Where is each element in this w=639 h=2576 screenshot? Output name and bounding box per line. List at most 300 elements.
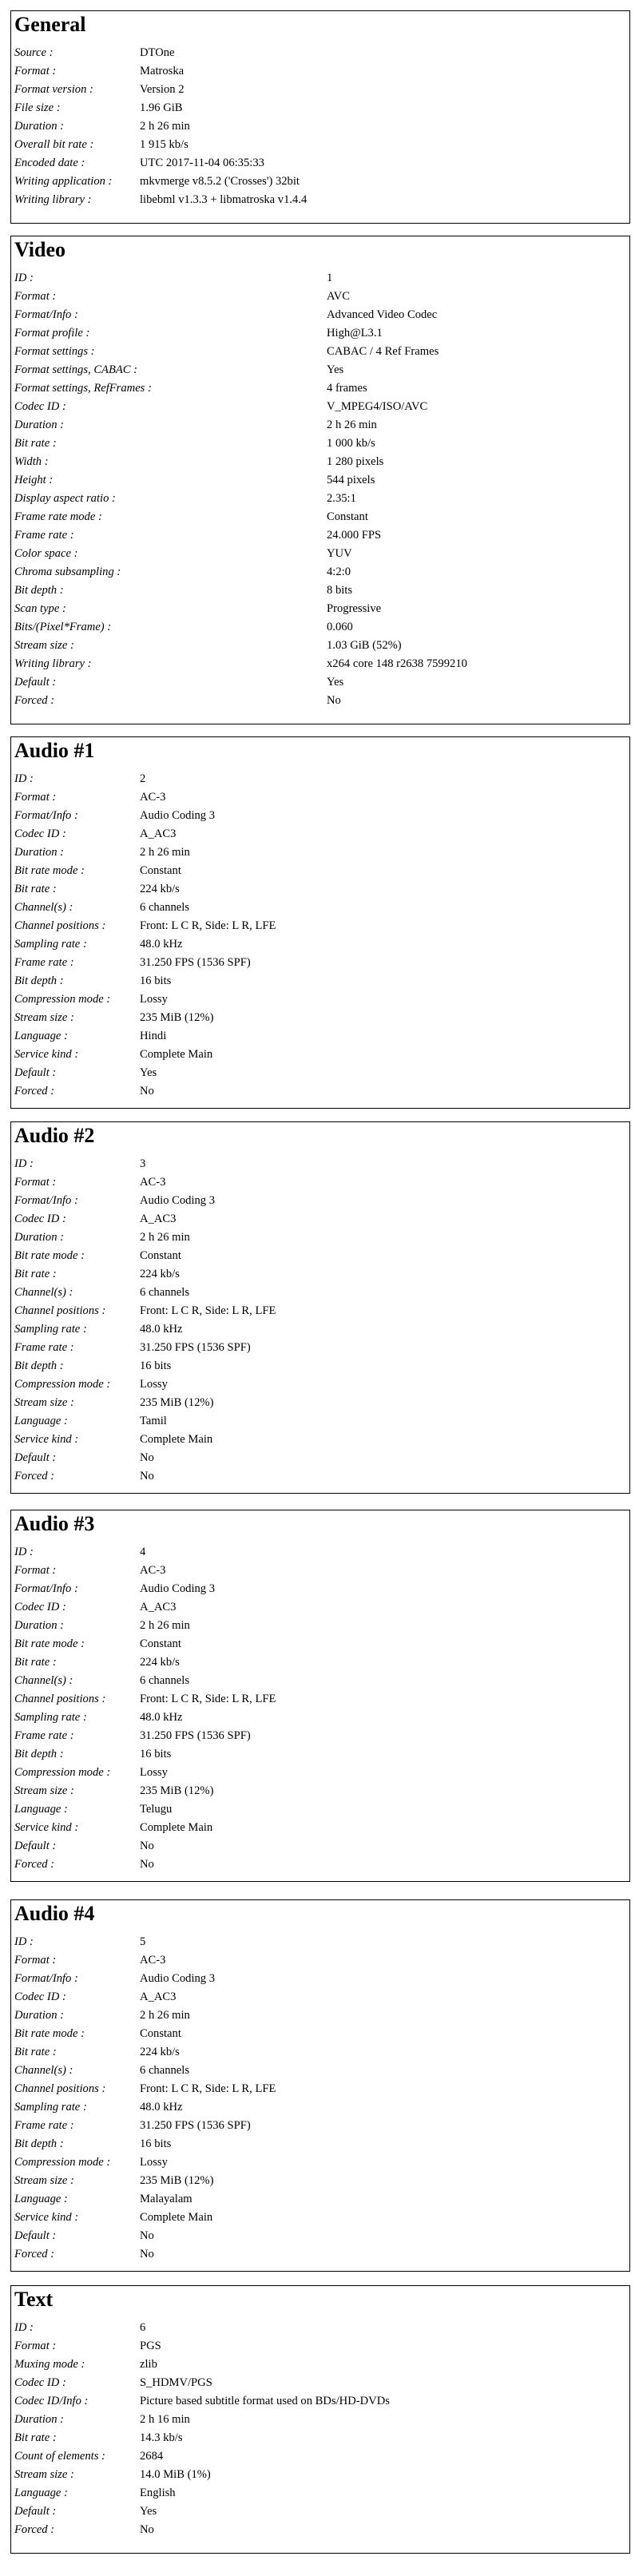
audio-1-section [10,736,630,1109]
property-value: x264 core 148 r2638 7599210 [327,657,467,670]
property-row [13,2429,390,2447]
property-label: Codec ID : [14,1213,66,1225]
property-row [13,1672,276,1690]
property-value: 6 channels [140,2064,190,2077]
property-label: Forced : [14,694,55,707]
general-section [10,10,630,224]
property-row [13,2209,276,2227]
property-row [13,788,276,807]
audio-3-section [10,1510,630,1882]
property-value: A_AC3 [140,1601,177,1613]
property-row [13,1543,276,1562]
property-label: Format/Info : [14,308,78,321]
property-label: ID : [14,2321,34,2334]
property-row [13,306,467,324]
property-label: Channel(s) : [14,1286,73,1299]
property-row [13,2117,276,2135]
property-label: Stream size : [14,2174,74,2187]
property-row [13,62,307,81]
property-label: Stream size : [14,1784,74,1797]
property-label: Scan type : [14,602,66,615]
property-label: Format : [14,290,57,303]
property-value: 31.250 FPS (1536 SPF) [140,956,251,969]
section-title: Audio #2 [14,1124,95,1147]
property-row [13,154,307,173]
property-value: AC-3 [140,791,166,804]
property-row [13,825,276,843]
property-label: Channel positions : [14,2082,106,2095]
property-row [13,2503,390,2521]
property-value: 2 h 26 min [140,1619,190,1632]
property-row [13,655,467,673]
property-label: Overall bit rate : [14,138,94,151]
property-row [13,1027,276,1046]
text-section [10,2285,630,2554]
property-row [13,1009,276,1027]
property-label: Format : [14,1564,57,1577]
property-row [13,692,467,710]
property-row [13,563,467,581]
section-title: Audio #1 [14,739,95,762]
property-label: Sampling rate : [14,1323,87,1336]
property-label: Compression mode : [14,1378,111,1391]
property-value: Lossy [140,1378,168,1391]
property-row [13,1046,276,1064]
property-row [13,1709,276,1727]
property-value: A_AC3 [140,828,177,840]
property-row [13,1764,276,1782]
property-value: High@L3.1 [327,327,383,339]
property-label: Channel positions : [14,1693,106,1705]
property-value: 4 frames [327,382,367,395]
property-value: AC-3 [140,1564,166,1577]
property-label: ID : [14,772,34,785]
property-label: Language : [14,2487,68,2499]
property-row [13,136,307,154]
property-row [13,972,276,990]
property-label: Codec ID : [14,400,66,413]
property-row [13,2356,390,2374]
video-section [10,236,630,724]
property-label: Forced : [14,1470,55,1482]
property-label: Format settings, RefFrames : [14,382,152,395]
property-row [13,1951,276,1970]
property-label: Language : [14,1415,68,1427]
property-row [13,1970,276,1988]
section-title: General [14,13,86,36]
property-label: Muxing mode : [14,2358,85,2371]
property-value: 2 h 26 min [140,846,190,859]
property-row [13,1837,276,1856]
property-value: S_HDMV/PGS [140,2376,212,2389]
property-value: 2 [140,772,146,785]
property-label: Forced : [14,1085,55,1097]
audio-4-table [13,1933,276,2264]
section-title: Audio #4 [14,1902,95,1925]
property-row [13,1247,276,1265]
property-label: Format : [14,2340,57,2352]
property-row [13,379,467,398]
property-value: 48.0 kHz [140,938,183,951]
property-row [13,807,276,825]
property-label: Default : [14,2229,57,2242]
property-value: mkvmerge v8.5.2 ('Crosses') 32bit [140,175,300,188]
property-label: Codec ID : [14,828,66,840]
property-label: Service kind : [14,1821,79,1834]
property-row [13,990,276,1009]
property-value: 48.0 kHz [140,1323,183,1336]
property-value: 2 h 26 min [140,2009,190,2022]
property-label: Duration : [14,2009,65,2022]
property-value: 2.35:1 [327,492,356,505]
property-label: Color space : [14,547,78,560]
property-row [13,2025,276,2043]
property-value: No [140,1451,154,1464]
property-row [13,2374,390,2392]
section-title: Text [14,2288,54,2311]
property-value: V_MPEG4/ISO/AVC [327,400,428,413]
property-value: Front: L C R, Side: L R, LFE [140,2082,276,2095]
property-row [13,637,467,655]
property-label: Format/Info : [14,1194,78,1207]
property-value: A_AC3 [140,1991,177,2003]
property-label: Frame rate : [14,1729,74,1742]
property-label: Duration : [14,1619,65,1632]
property-value: Yes [140,2505,157,2518]
property-label: Bit depth : [14,1359,64,1372]
property-row [13,899,276,917]
property-row [13,44,307,62]
property-label: Frame rate : [14,529,74,542]
property-row [13,770,276,788]
property-value: 6 channels [140,901,190,914]
property-label: ID : [14,1546,34,1558]
property-row [13,416,467,435]
property-label: Writing library : [14,193,92,206]
property-value: 16 bits [140,2137,172,2150]
text-table [13,2319,390,2539]
property-label: Stream size : [14,1396,74,1409]
property-value: Audio Coding 3 [140,809,216,822]
property-label: Format : [14,791,57,804]
property-row [13,2466,390,2484]
property-label: Frame rate mode : [14,510,102,523]
property-label: Duration : [14,419,65,431]
property-label: Writing library : [14,657,92,670]
property-row [13,1988,276,2006]
property-value: 235 MiB (12%) [140,2174,214,2187]
property-value: Complete Main [140,2211,213,2224]
property-value: A_AC3 [140,1213,177,1225]
property-value: 1.03 GiB (52%) [327,639,402,652]
property-label: Codec ID : [14,1991,66,2003]
property-row [13,2098,276,2117]
property-label: Bits/(Pixel*Frame) : [14,621,112,633]
property-value: English [140,2487,176,2499]
property-label: Service kind : [14,1048,79,1061]
property-value: AVC [327,290,350,303]
property-row [13,1394,276,1412]
property-label: Writing application : [14,175,113,188]
property-value: DTOne [140,46,175,59]
property-row [13,843,276,862]
property-value: 1 915 kb/s [140,138,189,151]
property-value: 16 bits [140,974,172,987]
property-label: Format : [14,1954,57,1967]
property-row [13,581,467,600]
property-value: Complete Main [140,1433,213,1446]
property-label: Compression mode : [14,1766,111,1779]
property-row [13,1173,276,1192]
property-row [13,453,467,471]
property-row [13,1800,276,1819]
property-label: Bit depth : [14,2137,64,2150]
property-value: Yes [140,1066,157,1079]
property-row [13,2411,390,2429]
property-row [13,1598,276,1617]
property-label: Bit rate : [14,1656,57,1669]
property-label: Format/Info : [14,1582,78,1595]
property-label: Compression mode : [14,2156,111,2169]
property-value: AC-3 [140,1954,166,1967]
property-value: Constant [140,1637,181,1650]
property-label: Codec ID : [14,2376,66,2389]
property-label: Encoded date : [14,157,85,169]
property-value: YUV [327,547,352,560]
property-value: 6 [140,2321,146,2334]
property-row [13,1580,276,1598]
property-label: Default : [14,676,57,689]
property-row [13,2190,276,2209]
property-value: No [140,2523,154,2536]
property-value: libebml v1.3.3 + libmatroska v1.4.4 [140,193,308,206]
audio-2-table [13,1155,276,1486]
property-value: No [140,2229,154,2242]
property-label: Format settings : [14,345,95,358]
property-row [13,1284,276,1302]
property-value: Audio Coding 3 [140,1972,216,1985]
property-value: Audio Coding 3 [140,1582,216,1595]
property-value: Malayalam [140,2193,192,2205]
property-label: Bit rate : [14,2431,57,2444]
property-value: 1 000 kb/s [327,437,375,450]
property-label: Default : [14,1066,57,1079]
property-label: Language : [14,1030,68,1042]
property-value: 224 kb/s [140,1268,180,1280]
property-label: Bit rate : [14,883,57,895]
property-row [13,288,467,306]
property-value: 224 kb/s [140,1656,180,1669]
property-row [13,935,276,954]
property-value: Front: L C R, Side: L R, LFE [140,919,276,932]
property-value: Lossy [140,993,168,1006]
audio-3-table [13,1543,276,1874]
property-label: Codec ID : [14,1601,66,1613]
property-value: 2 h 26 min [327,419,377,431]
property-value: Hindi [140,1030,167,1042]
property-row [13,2043,276,2062]
property-label: Stream size : [14,639,74,652]
property-value: 0.060 [327,621,353,633]
property-row [13,2392,390,2411]
property-value: Complete Main [140,1048,213,1061]
property-row [13,600,467,618]
property-label: ID : [14,272,34,284]
video-table [13,269,467,710]
property-row [13,1155,276,1173]
property-row [13,117,307,136]
property-value: Tamil [140,1415,167,1427]
property-label: Bit depth : [14,974,64,987]
property-row [13,880,276,899]
property-label: Channel positions : [14,919,106,932]
property-row [13,471,467,490]
property-row [13,343,467,361]
property-value: Version 2 [140,83,185,96]
property-value: No [140,2248,154,2260]
property-label: Frame rate : [14,2119,74,2132]
property-label: Bit rate : [14,2046,57,2058]
property-row [13,1228,276,1247]
property-value: Audio Coding 3 [140,1194,216,1207]
property-value: 6 channels [140,1286,190,1299]
property-label: Bit depth : [14,1748,64,1760]
property-label: Forced : [14,2523,55,2536]
property-value: 14.3 kb/s [140,2431,183,2444]
property-value: 4 [140,1546,146,1558]
property-value: No [327,694,341,707]
property-row [13,1782,276,1800]
property-label: Frame rate : [14,956,74,969]
property-label: Count of elements : [14,2450,105,2463]
property-value: Constant [140,1249,181,1262]
property-value: 224 kb/s [140,2046,180,2058]
property-label: Width : [14,455,49,468]
general-table [13,44,307,209]
property-row [13,1357,276,1375]
property-label: Format/Info : [14,1972,78,1985]
property-value: 6 channels [140,1674,190,1687]
property-value: Lossy [140,2156,168,2169]
property-value: Picture based subtitle format used on BDs/HD-DVDs [140,2395,390,2407]
property-label: Duration : [14,120,65,133]
property-row [13,1339,276,1357]
property-value: 31.250 FPS (1536 SPF) [140,2119,251,2132]
property-value: 16 bits [140,1359,172,1372]
property-value: zlib [140,2358,157,2371]
audio-1-table [13,770,276,1101]
property-value: PGS [140,2340,161,2352]
section-title: Video [14,238,66,261]
property-label: Service kind : [14,2211,79,2224]
property-label: Bit rate : [14,437,57,450]
property-label: Compression mode : [14,993,111,1006]
property-row [13,2227,276,2245]
property-value: 2 h 16 min [140,2413,190,2426]
property-row [13,191,307,209]
property-label: Bit rate mode : [14,1637,85,1650]
property-value: 235 MiB (12%) [140,1396,214,1409]
property-label: Service kind : [14,1433,79,1446]
property-value: 1 [327,272,333,284]
property-row [13,1933,276,1951]
property-row [13,324,467,343]
property-row [13,2521,390,2539]
property-row [13,2080,276,2098]
property-row [13,2153,276,2172]
property-value: Advanced Video Codec [327,308,438,321]
property-label: File size : [14,101,61,114]
property-row [13,1635,276,1653]
section-title: Audio #3 [14,1512,95,1535]
property-value: 31.250 FPS (1536 SPF) [140,1729,251,1742]
property-label: Bit rate mode : [14,2027,85,2040]
property-value: 2684 [140,2450,164,2463]
property-label: Sampling rate : [14,2101,87,2114]
property-label: ID : [14,1157,34,1170]
property-value: 235 MiB (12%) [140,1784,214,1797]
property-value: Front: L C R, Side: L R, LFE [140,1693,276,1705]
property-label: Duration : [14,1231,65,1244]
property-row [13,2484,390,2503]
property-row [13,1320,276,1339]
property-value: 24.000 FPS [327,529,382,542]
property-label: Channel positions : [14,1304,106,1317]
property-row [13,269,467,288]
property-row [13,1082,276,1101]
property-value: Constant [327,510,368,523]
property-label: Format profile : [14,327,90,339]
property-value: UTC 2017-11-04 06:35:33 [140,157,264,169]
property-label: Bit rate mode : [14,1249,85,1262]
property-row [13,2447,390,2466]
property-label: Bit rate : [14,1268,57,1280]
property-row [13,1431,276,1449]
property-row [13,1467,276,1486]
property-label: Duration : [14,2413,65,2426]
property-value: 48.0 kHz [140,2101,183,2114]
property-row [13,508,467,526]
property-label: Channel(s) : [14,901,73,914]
property-value: Constant [140,864,181,877]
property-row [13,2006,276,2025]
property-value: Yes [327,676,344,689]
property-label: Format/Info : [14,809,78,822]
property-value: 2 h 26 min [140,120,190,133]
property-row [13,173,307,191]
property-value: 5 [140,1935,146,1948]
property-row [13,917,276,935]
property-label: Language : [14,1803,68,1816]
property-row [13,2062,276,2080]
property-label: Stream size : [14,2468,74,2481]
property-label: Display aspect ratio : [14,492,116,505]
property-row [13,398,467,416]
property-value: 16 bits [140,1748,172,1760]
property-value: Front: L C R, Side: L R, LFE [140,1304,276,1317]
property-value: 1 280 pixels [327,455,384,468]
property-value: No [140,1470,154,1482]
property-value: AC-3 [140,1176,166,1189]
property-row [13,2245,276,2264]
property-label: Stream size : [14,1011,74,1024]
property-label: Codec ID/Info : [14,2395,89,2407]
property-value: Yes [327,363,344,376]
property-value: Complete Main [140,1821,213,1834]
property-row [13,2337,390,2356]
property-value: 2 h 26 min [140,1231,190,1244]
property-row [13,1562,276,1580]
